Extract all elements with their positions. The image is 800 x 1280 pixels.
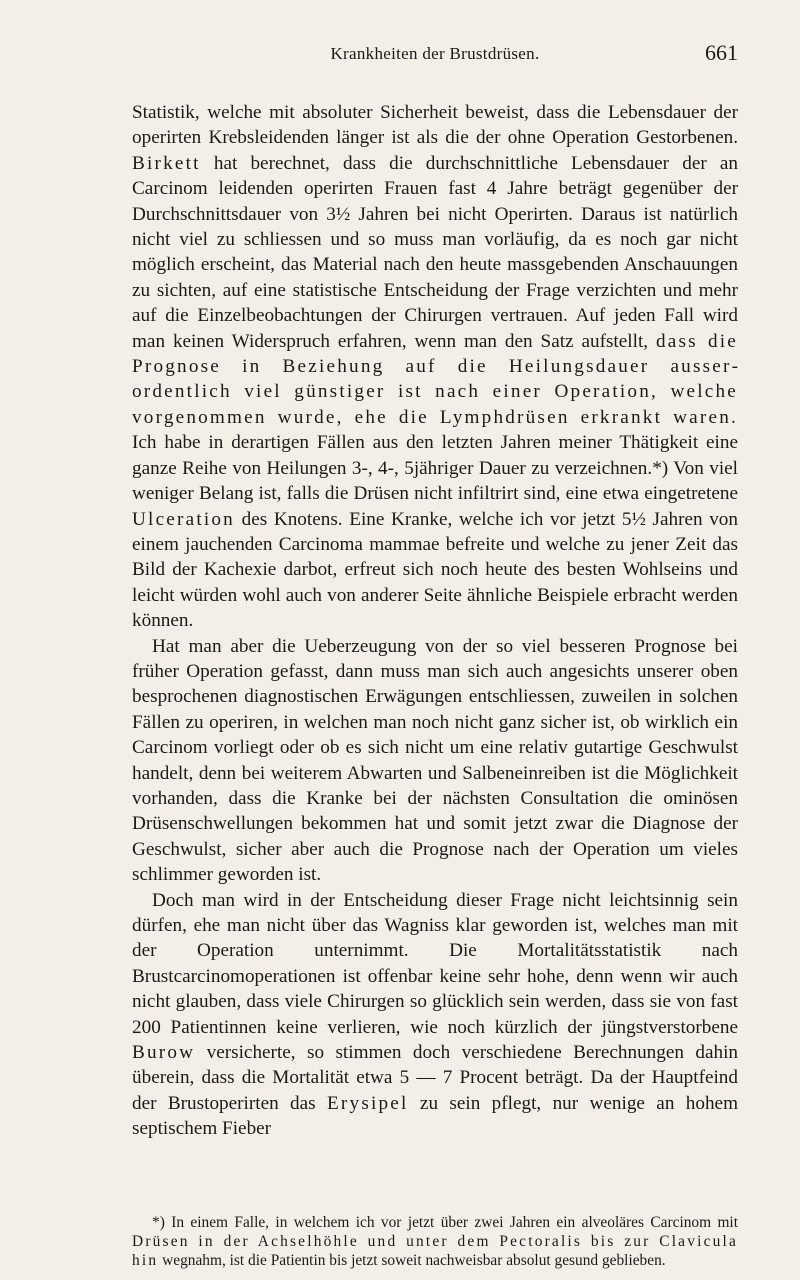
text-run: Statistik, welche mit absoluter Sicherheit beweist, dass die Lebensdauer der operirten Krebsleidenden länger ist als die der ohne Operation Gestorbenen. bbox=[132, 102, 738, 149]
running-head bbox=[132, 40, 738, 70]
footnote bbox=[132, 1213, 738, 1270]
author-name-burow: Burow bbox=[132, 1042, 196, 1064]
running-title: Krankheiten der Brustdrüsen. bbox=[330, 44, 540, 63]
text-run: zu sein pflegt, nur wenige an hohem septischem Fieber bbox=[132, 1092, 738, 1140]
text-run: hat berechnet, dass die durchschnittliche Lebensdauer der an Carcinom leidenden operirten Frauen fast 4 Jahre beträgt gegenüber der Durchschnittsdauer von 3½ Jahren bei nicht Operirten. Daraus ist natürlich nicht viel zu schliessen und so muss man vorläufig, da es noch gar nicht möglich erscheint, das Material nach den heute massgebenden Anschauungen zu sichten, auf eine statistische Entscheidung der Frage verzichten und mehr auf die Einzelbeobachtungen der Chirurgen vertrauen. Auf jeden Fall wird man keinen Widerspruch erfahren, wenn man den Satz aufstellt, bbox=[132, 152, 738, 352]
page-number: 661 bbox=[705, 40, 738, 65]
emphasized-thesis: dass die Prognose in Beziehung auf die Heilungsdauer ausserordentlich viel günstiger ist nach einer Operation, welche vorgenommen wurde, ehe die Lymphdrüsen erkrankt waren. bbox=[132, 330, 738, 428]
paragraph-3 bbox=[132, 888, 738, 1142]
text-run: wegnahm, ist die Patientin bis jetzt soweit nachweisbar absolut gesund geblieben. bbox=[158, 1252, 666, 1269]
text-run: Hat man aber die Ueberzeugung von der so viel besseren Prognose bei früher Operation gefasst, dann muss man sich auch angesichts unserer oben besprochenen diagnostischen Erwägungen entschliessen, zuweilen in solchen Fällen zu operiren, in welchen man noch nicht ganz sicher ist, ob wirklich ein Carcinom vorliegt oder ob es sich nicht um eine relativ gutartige Geschwulst handelt, denn bei weiterem Abwarten und Salbeneinreiben ist die Möglichkeit vorhanden, dass die Kranke bei der nächsten Consultation die ominösen Drüsenschwellungen bekommen hat und somit jetzt zwar die Diagnose der Geschwulst, sicher aber auch die Prognose nach der Operation um vieles schlimmer geworden ist. bbox=[132, 635, 738, 886]
text-run: versicherte, so stimmen doch verschiedene Berechnungen dahin überein, dass die Mortalität etwa 5 — 7 Procent beträgt. Da der Hauptfeind der Brustoperirten das bbox=[132, 1042, 738, 1114]
text-run: Doch man wird in der Entscheidung dieser Frage nicht leichtsinnig sein dürfen, ehe man nicht über das Wagniss klar geworden ist, welches man mit der Operation unternimmt. Die Mortalitätsstatistik nach Brustcarcinomoperationen ist offenbar keine sehr hohe, denn wenn wir auch nicht glauben, dass viele Chirurgen so glücklich sein werden, dass sie von fast 200 Patientinnen keine verlieren, wie noch kürzlich der jüngstverstorbene bbox=[132, 889, 738, 1038]
text-run: *) In einem Falle, in welchem ich vor jetzt über zwei Jahren ein alveoläres Carcinom mit bbox=[152, 1214, 738, 1231]
author-name-birkett: Birkett bbox=[132, 152, 201, 174]
emphasized-term-ulceration: Ulceration bbox=[132, 508, 235, 530]
footnote-text bbox=[132, 1213, 738, 1270]
emphasized-term-erysipel: Erysipel bbox=[327, 1092, 409, 1114]
body-text bbox=[132, 100, 738, 1142]
text-run: des Knotens. Eine Kranke, welche ich vor jetzt 5½ Jahren von einem jauchenden Carcinoma mammae befreite und welche zu jener Zeit das Bild der Kachexie darbot, erfreut sich noch heute des besten Wohlseins und leicht würden wohl auch von anderer Seite ähnliche Beispiele erbracht werden können. bbox=[132, 508, 738, 632]
paragraph-2 bbox=[132, 634, 738, 888]
emphasized-footnote-phrase: Drüsen in der Achselhöhle und unter dem Pectoralis bis zur Clavicula hin bbox=[132, 1233, 738, 1269]
text-run: Ich habe in derartigen Fällen aus den letzten Jahren meiner Thätigkeit eine ganze Reihe von Heilungen 3-, 4-, 5jähriger Dauer zu verzeichnen.*) Von viel weniger Belang ist, falls die Drüsen nicht infiltrirt sind, eine etwa eingetretene bbox=[132, 432, 738, 505]
paragraph-1 bbox=[132, 100, 738, 634]
